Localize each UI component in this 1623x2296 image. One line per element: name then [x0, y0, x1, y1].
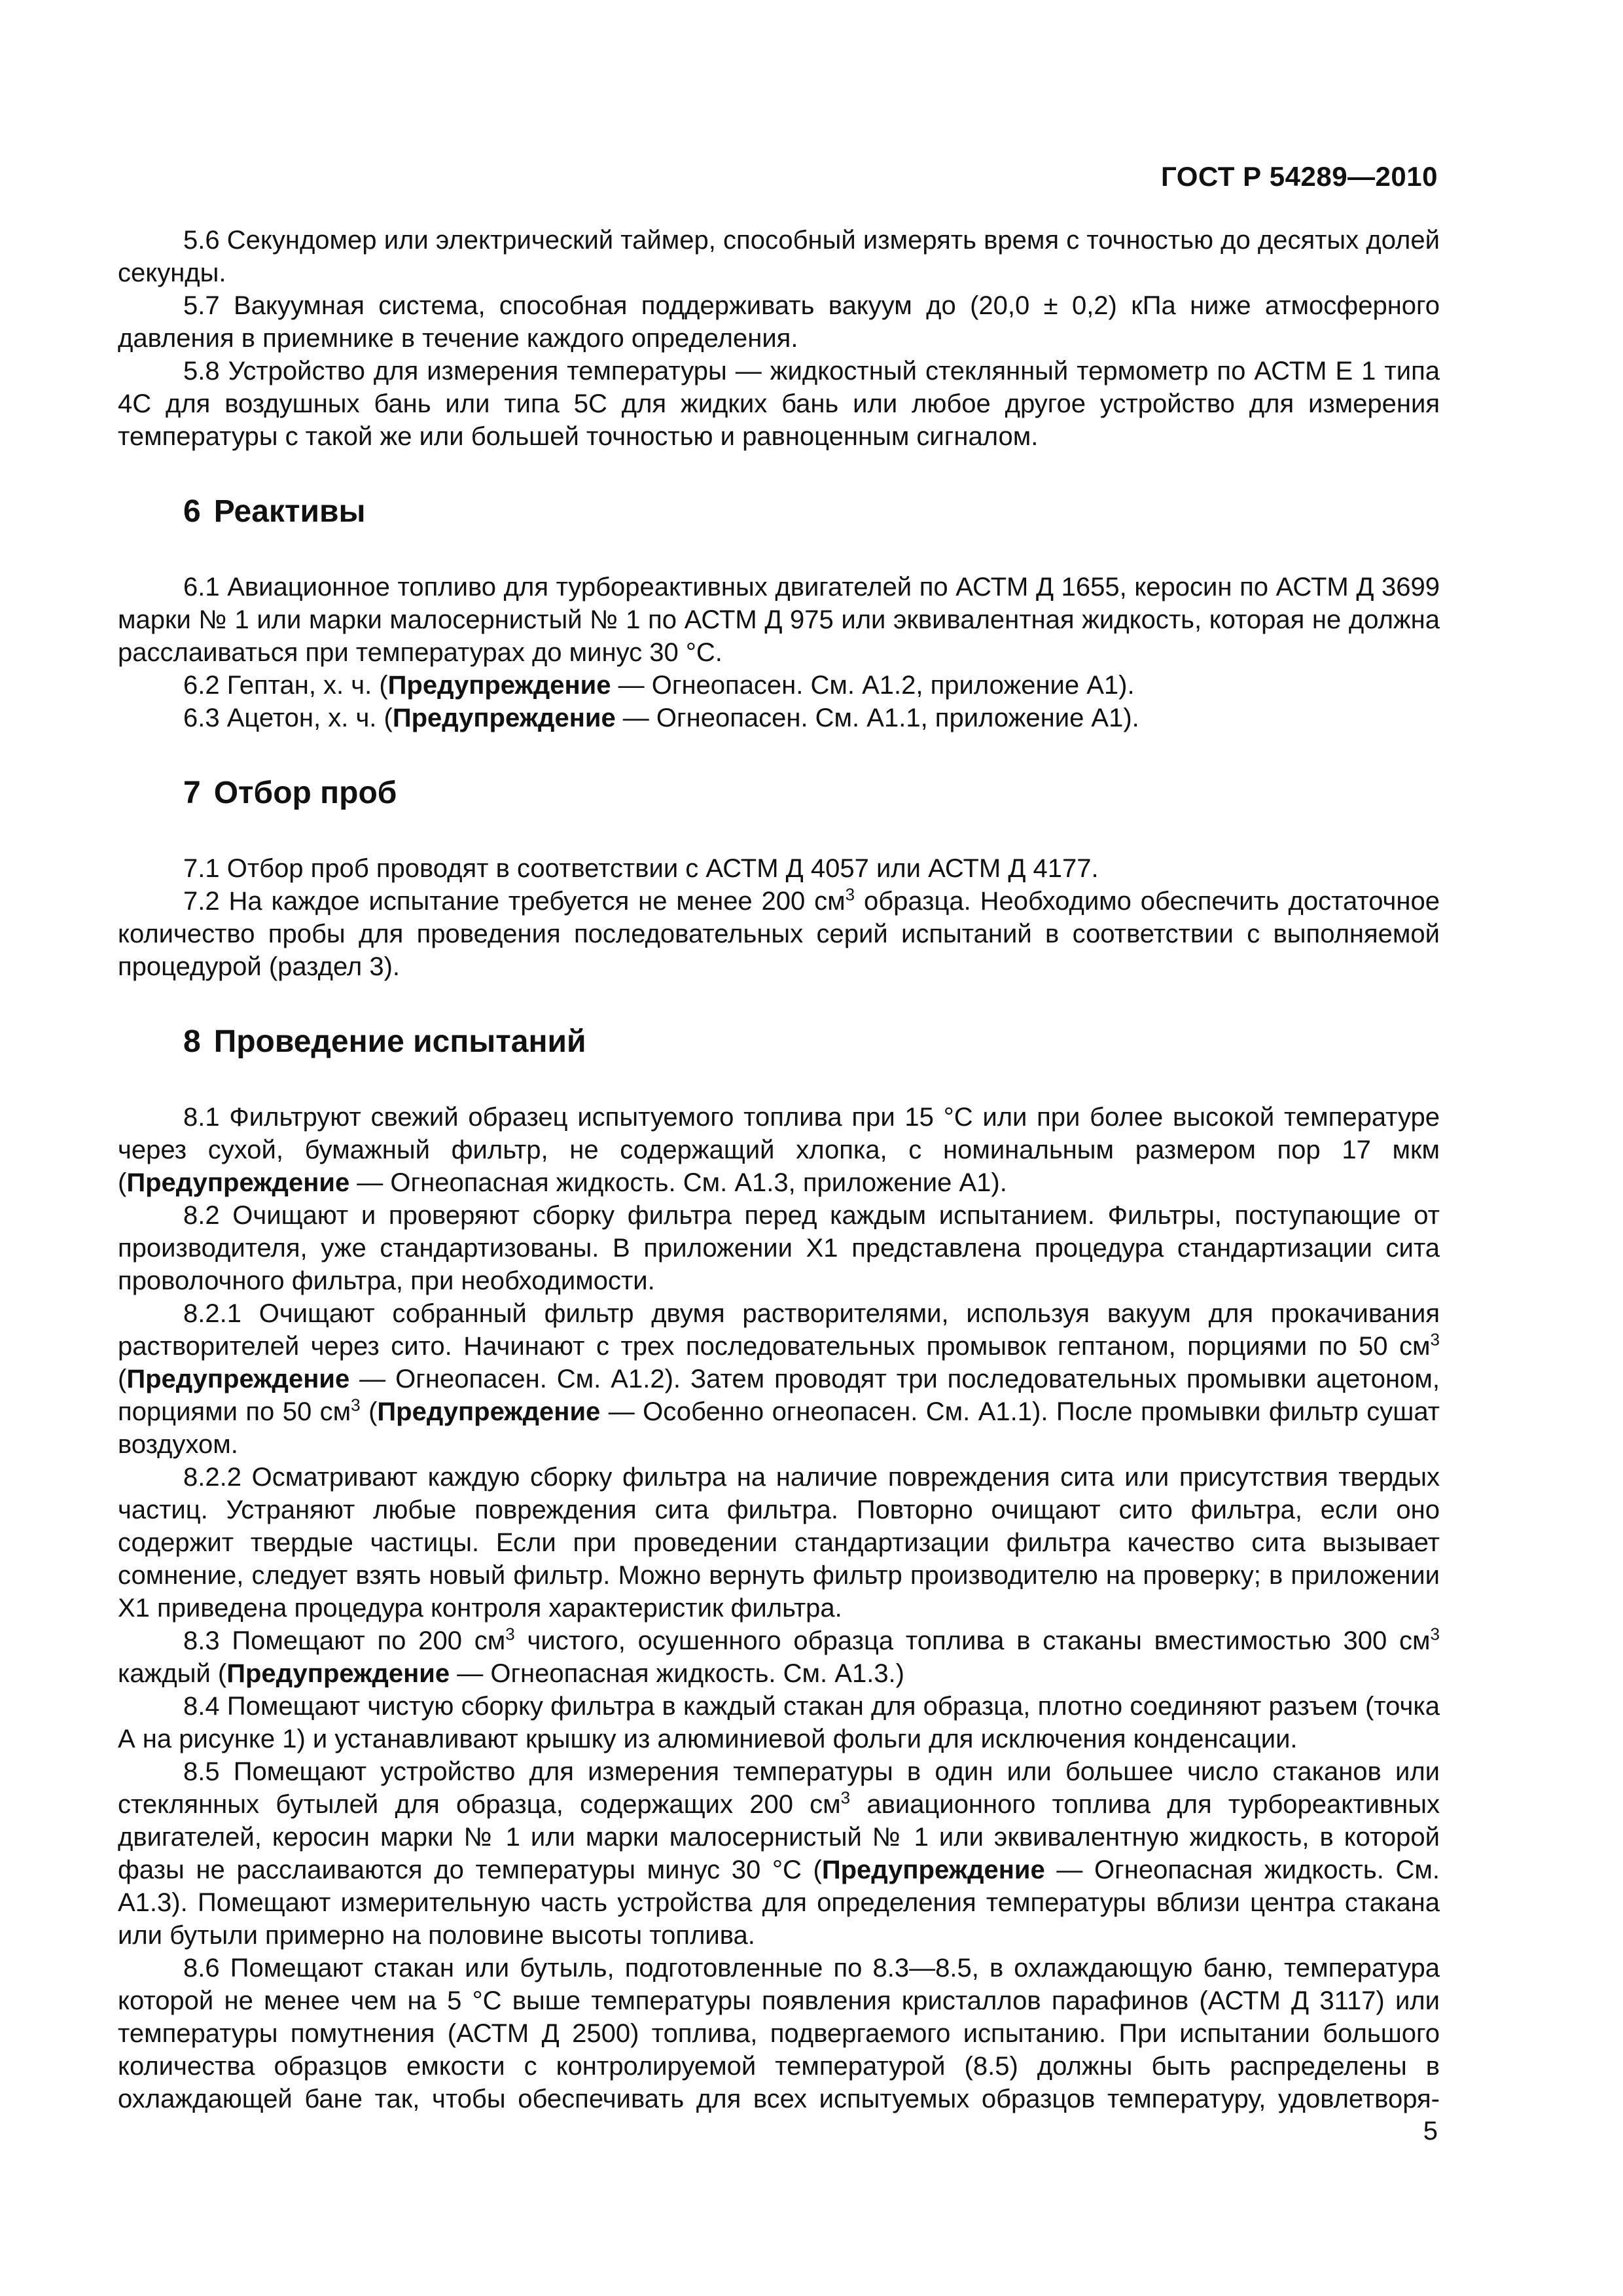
text-span: — Огнеопасная жидкость. См. А1.3, приложение А1).	[349, 1168, 1007, 1197]
paragraph-6-2	[118, 669, 1440, 702]
document-body	[118, 224, 1440, 2115]
paragraph-5-8: 5.8 Устройство для измерения температуры — жидкостный стеклянный термометр по АСТМ Е 1 типа 4С для воздушных бань или типа 5С для жидких бань или любое другое устройство для измерения температуры с такой же или большей точностью и равноценным сигналом.	[118, 357, 1440, 451]
paragraph-8-6: 8.6 Помещают стакан или бутыль, подготовленные по 8.3—8.5, в охлаждающую баню, температура которой не менее чем на 5 °С выше температуры появления кристаллов парафинов (АСТМ Д 3117) или температуры помутнения (АСТМ Д 2500) топлива, подвергаемого испытанию. При испытании большого количества образцов емкости с контролируемой температурой (8.5) должны быть распределены в охлаждающей бане так, чтобы обеспечивать для всех испытуемых образцов температуру, удовлетворя-	[118, 1954, 1440, 2113]
text-span: (	[118, 1365, 127, 1393]
page-number: 5	[1423, 2117, 1438, 2145]
text-span: 7.2 На каждое испытание требуется не менее 200 см	[183, 887, 846, 916]
paragraph-8-3	[118, 1624, 1440, 1690]
warning-label: Предупреждение	[392, 704, 616, 732]
warning-label: Предупреждение	[821, 1856, 1045, 1884]
section-heading-8	[183, 1024, 1440, 1060]
text-span: — Огнеопасная жидкость. См. А1.3.)	[450, 1659, 904, 1688]
paragraph-6-3	[118, 702, 1440, 734]
section-title: Отбор проб	[213, 776, 397, 810]
paragraph-6-1: 6.1 Авиационное топливо для турбореактивных двигателей по АСТМ Д 1655, керосин по АСТМ Д 3699 марки № 1 или марки малосернистый № 1 по АСТМ Д 975 или эквивалентная жидкость, которая не должна расслаиваться при температурах до минус 30 °С.	[118, 573, 1440, 667]
paragraph-7-2	[118, 885, 1440, 983]
section-number: 8	[183, 1024, 201, 1059]
warning-label: Предупреждение	[126, 1168, 350, 1197]
superscript: 3	[1430, 1624, 1440, 1644]
superscript: 3	[840, 1787, 851, 1808]
text-span: 8.3 Помещают по 200 см	[183, 1626, 506, 1655]
paragraph-8-1	[118, 1101, 1440, 1199]
text-span: — Огнеопасен. См. А1.2). Затем проводят три последовательных промывки ацетоном, порциями по 50 см	[118, 1365, 1440, 1426]
section-title: Реактивы	[213, 494, 366, 529]
superscript: 3	[845, 884, 855, 905]
text-span: 8.2.1 Очищают собранный фильтр двумя растворителями, используя вакуум для прокачивания растворителей через сито. Начинают с трех последовательных промывок гептаном, порциями по 50 см	[118, 1299, 1440, 1361]
paragraph-5-7: 5.7 Вакуумная система, способная поддерживать вакуум до (20,0 ± 0,2) кПа ниже атмосферного давления в приемнике в течение каждого определения.	[118, 291, 1440, 353]
text-span: 8.1 Фильтруют свежий образец испытуемого топлива при 15 °С или при более высокой температуре через сухой, бумажный фильтр, не содержащий хлопка, с номинальным размером пор 17 мкм (	[118, 1103, 1440, 1197]
paragraph-8-2-1	[118, 1297, 1440, 1461]
superscript: 3	[1430, 1329, 1440, 1350]
text-span: чистого, осушенного образца топлива в стаканы вместимостью 300 см	[514, 1626, 1431, 1655]
text-span: 6.2 Гептан, х. ч. (	[183, 671, 388, 700]
section-number: 6	[183, 494, 201, 529]
text-span: (	[360, 1397, 378, 1426]
text-span: образца. Необходимо обеспечить достаточное количество пробы для проведения последовательных серий испытаний в соответствии с выполняемой процедурой (раздел 3).	[118, 887, 1440, 981]
section-number: 7	[183, 776, 201, 810]
paragraph-5-6: 5.6 Секундомер или электрический таймер, способный измерять время с точностью до десятых долей секунды.	[118, 226, 1440, 287]
warning-label: Предупреждение	[387, 671, 611, 700]
text-span: — Огнеопасен. См. А1.2, приложение А1).	[611, 671, 1135, 700]
text-span: авиационного топлива для турбореактивных двигателей, керосин марки № 1 или марки малосернистый № 1 или эквивалентную жидкость, в которой фазы не расслаиваются до температуры минус 30 °С (	[118, 1790, 1440, 1884]
section-heading-7	[183, 775, 1440, 812]
text-span: — Огнеопасен. См. А1.1, приложение А1).	[615, 704, 1139, 732]
section-title: Проведение испытаний	[213, 1024, 586, 1059]
paragraph-8-5	[118, 1755, 1440, 1952]
text-span: 6.3 Ацетон, х. ч. (	[183, 704, 393, 732]
text-span: — Особенно огнеопасен. См. А1.1). После промывки фильтр сушат воздухом.	[118, 1397, 1440, 1459]
paragraph-8-2-2: 8.2.2 Осматривают каждую сборку фильтра на наличие повреждения сита или присутствия твердых частиц. Устраняют любые повреждения сита фильтра. Повторно очищают сито фильтра, если оно содержит твердые частицы. Если при проведении стандартизации фильтра качество сита вызывает сомнение, следует взять новый фильтр. Можно вернуть фильтр производителю на проверку; в приложении Х1 приведена процедура контроля характеристик фильтра.	[118, 1463, 1440, 1623]
warning-label: Предупреждение	[126, 1365, 350, 1393]
superscript: 3	[351, 1395, 361, 1415]
text-span: каждый (	[118, 1659, 227, 1688]
text-span: — Огнеопасная жидкость. См. А1.3). Помещают измерительную часть устройства для определения температуры вблизи центра стакана или бутыли примерно на половине высоты топлива.	[118, 1856, 1440, 1950]
text-span: 8.5 Помещают устройство для измерения температуры в один или большее число стаканов или стеклянных бутылей для образца, содержащих 200 см	[118, 1757, 1440, 1819]
superscript: 3	[505, 1624, 515, 1644]
paragraph-8-2: 8.2 Очищают и проверяют сборку фильтра перед каждым испытанием. Фильтры, поступающие от производителя, уже стандартизованы. В приложении Х1 представлена процедура стандартизации сита проволочного фильтра, при необходимости.	[118, 1201, 1440, 1295]
paragraph-7-1: 7.1 Отбор проб проводят в соответствии с АСТМ Д 4057 или АСТМ Д 4177.	[183, 854, 1099, 883]
warning-label: Предупреждение	[226, 1659, 450, 1688]
warning-label: Предупреждение	[377, 1397, 601, 1426]
paragraph-8-4: 8.4 Помещают чистую сборку фильтра в каждый стакан для образца, плотно соединяют разъем (точка А на рисунке 1) и устанавливают крышку из алюминиевой фольги для исключения конденсации.	[118, 1692, 1440, 1753]
document-header: ГОСТ Р 54289—2010	[1161, 161, 1438, 192]
section-heading-6	[183, 493, 1440, 530]
